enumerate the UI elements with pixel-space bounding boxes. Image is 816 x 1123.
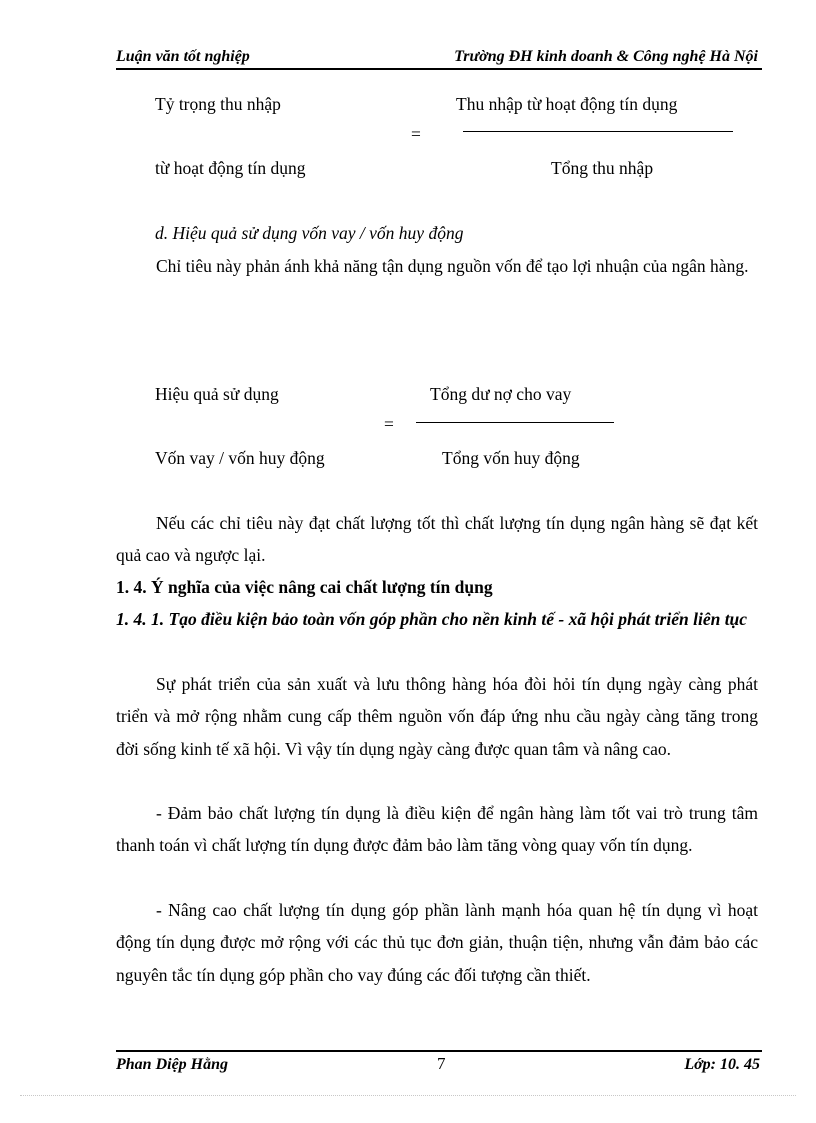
formula2-numerator: Tổng dư nợ cho vay: [430, 384, 572, 404]
page-number: 7: [437, 1054, 446, 1073]
formula2-equals: =: [384, 414, 394, 434]
formula1-left-line1: Tỷ trọng thu nhập: [155, 94, 281, 114]
heading-1-4-1: 1. 4. 1. Tạo điều kiện bảo toàn vốn góp phần cho nền kinh tế - xã hội phát triển liên tục: [116, 609, 748, 629]
paragraph-1: Sự phát triển của sản xuất và lưu thông hàng hóa đòi hỏi tín dụng ngày càng phát triển và mở rộng nhằm cung cấp thêm nguồn vốn đáp ứng nhu cầu ngày càng tăng trong đời sống kinh tế xã hội. Vì vậy tín dụng ngày càng được quan tâm và nâng cao.: [116, 674, 758, 759]
header-right: Trường ĐH kinh doanh & Công nghệ Hà Nội: [454, 48, 758, 65]
formula1-fraction-bar: [463, 131, 733, 132]
heading-1-4: 1. 4. Ý nghĩa của việc nâng cai chất lượng tín dụng: [116, 577, 493, 597]
paragraph-3: - Nâng cao chất lượng tín dụng góp phần lành mạnh hóa quan hệ tín dụng vì hoạt động tín dụng được mở rộng với các thủ tục đơn giản, thuận tiện, nhưng vẫn đảm bảo các nguyên tắc tín dụng góp phần cho vay đúng các đối tượng cần thiết.: [116, 900, 758, 985]
page-footer: [116, 1050, 762, 1080]
formula2-denominator: Tổng vốn huy động: [442, 448, 580, 468]
footer-class: Lớp: 10. 45: [684, 1056, 760, 1073]
footer-author: Phan Diệp Hằng: [116, 1056, 229, 1073]
page-header: [116, 46, 762, 70]
paragraph-2: - Đảm bảo chất lượng tín dụng là điều kiện để ngân hàng làm tốt vai trò trung tâm thanh toán vì chất lượng tín dụng được đảm bảo làm tăng vòng quay vốn tín dụng.: [116, 803, 758, 856]
conclusion-paragraph: Nếu các chỉ tiêu này đạt chất lượng tốt thì chất lượng tín dụng ngân hàng sẽ đạt kết quả cao và ngược lại.: [116, 513, 758, 566]
formula2-left-line2: Vốn vay / vốn huy động: [155, 448, 325, 468]
page-edge-divider: [20, 1095, 796, 1096]
header-left: Luận văn tốt nghiệp: [116, 48, 250, 65]
formula2-fraction-bar: [416, 422, 614, 423]
formula1-left-line2: từ hoạt động tín dụng: [155, 158, 306, 178]
section-d-paragraph: Chỉ tiêu này phản ánh khả năng tận dụng nguồn vốn để tạo lợi nhuận của ngân hàng.: [156, 256, 749, 276]
formula1-equals: =: [411, 124, 421, 144]
formula2-left-line1: Hiệu quả sử dụng: [155, 384, 279, 404]
section-d-heading: d. Hiệu quả sử dụng vốn vay / vốn huy động: [155, 223, 464, 243]
formula1-numerator: Thu nhập từ hoạt động tín dụng: [456, 94, 678, 114]
formula1-denominator: Tổng thu nhập: [551, 158, 654, 178]
